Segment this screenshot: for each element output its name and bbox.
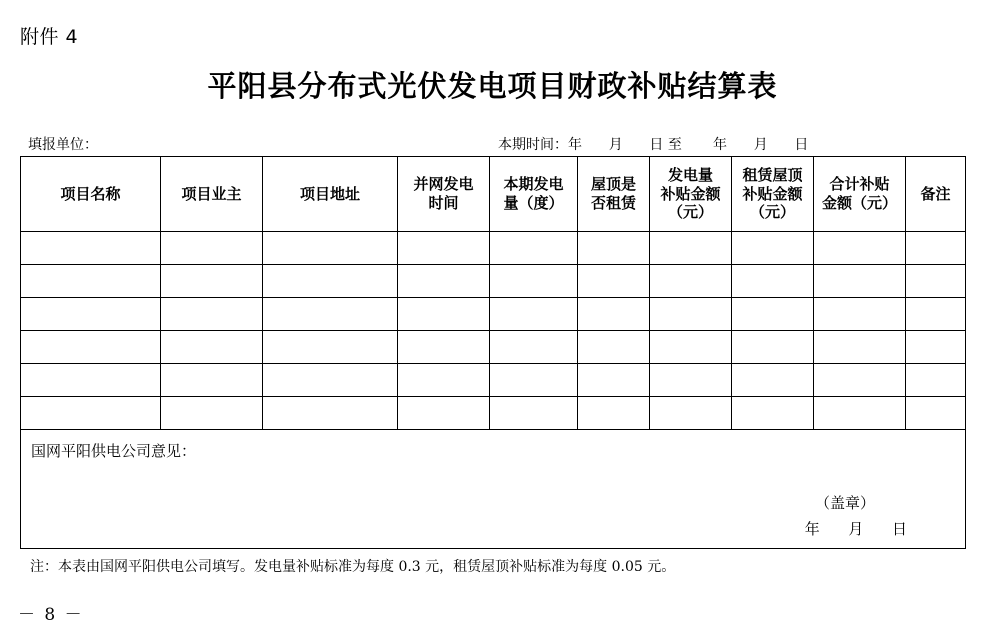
- cell-total-subsidy[interactable]: [814, 232, 906, 265]
- cell-total-subsidy[interactable]: [814, 265, 906, 298]
- column-header-project-address: 项目地址: [263, 157, 398, 232]
- table-row: [21, 331, 966, 364]
- cell-project-owner[interactable]: [161, 397, 263, 430]
- cell-project-name[interactable]: [21, 364, 161, 397]
- cell-remarks[interactable]: [906, 298, 966, 331]
- cell-grid-connection-time[interactable]: [398, 232, 490, 265]
- cell-grid-connection-time[interactable]: [398, 265, 490, 298]
- table-row: [21, 397, 966, 430]
- cell-project-address[interactable]: [263, 232, 398, 265]
- column-header-generation-subsidy: 发电量 补贴金额 （元）: [650, 157, 732, 232]
- cell-total-subsidy[interactable]: [814, 298, 906, 331]
- table-row: [21, 232, 966, 265]
- cell-roof-lease-subsidy[interactable]: [732, 331, 814, 364]
- cell-grid-connection-time[interactable]: [398, 397, 490, 430]
- cell-generation-subsidy[interactable]: [650, 298, 732, 331]
- cell-current-generation[interactable]: [490, 298, 578, 331]
- column-header-remarks: 备注: [906, 157, 966, 232]
- column-header-roof-leased: 屋顶是 否租赁: [578, 157, 650, 232]
- cell-project-address[interactable]: [263, 265, 398, 298]
- cell-roof-leased[interactable]: [578, 331, 650, 364]
- cell-project-address[interactable]: [263, 397, 398, 430]
- cell-project-address[interactable]: [263, 331, 398, 364]
- page-title: 平阳县分布式光伏发电项目财政补贴结算表: [207, 69, 778, 103]
- cell-total-subsidy[interactable]: [814, 397, 906, 430]
- cell-project-name[interactable]: [21, 232, 161, 265]
- cell-remarks[interactable]: [906, 397, 966, 430]
- cell-generation-subsidy[interactable]: [650, 397, 732, 430]
- cell-roof-lease-subsidy[interactable]: [732, 265, 814, 298]
- cell-total-subsidy[interactable]: [814, 364, 906, 397]
- cell-project-owner[interactable]: [161, 232, 263, 265]
- cell-grid-connection-time[interactable]: [398, 298, 490, 331]
- column-header-total-subsidy: 合计补贴 金额（元）: [814, 157, 906, 232]
- cell-project-owner[interactable]: [161, 331, 263, 364]
- cell-current-generation[interactable]: [490, 397, 578, 430]
- cell-project-name[interactable]: [21, 265, 161, 298]
- cell-roof-leased[interactable]: [578, 397, 650, 430]
- cell-project-owner[interactable]: [161, 298, 263, 331]
- subsidy-settlement-table: [20, 156, 966, 549]
- cell-roof-lease-subsidy[interactable]: [732, 298, 814, 331]
- cell-current-generation[interactable]: [490, 364, 578, 397]
- column-header-project-owner: 项目业主: [161, 157, 263, 232]
- cell-remarks[interactable]: [906, 232, 966, 265]
- column-header-roof-lease-subsidy: 租赁屋顶 补贴金额 （元）: [732, 157, 814, 232]
- cell-generation-subsidy[interactable]: [650, 364, 732, 397]
- cell-roof-lease-subsidy[interactable]: [732, 397, 814, 430]
- cell-project-name[interactable]: [21, 397, 161, 430]
- period-label-text: 本期时间：: [498, 137, 568, 153]
- cell-remarks[interactable]: [906, 364, 966, 397]
- cell-project-owner[interactable]: [161, 364, 263, 397]
- attachment-label: 附件 4: [20, 26, 79, 48]
- cell-roof-lease-subsidy[interactable]: [732, 232, 814, 265]
- cell-project-name[interactable]: [21, 298, 161, 331]
- table-header-row: [21, 157, 966, 232]
- column-header-current-generation: 本期发电 量（度）: [490, 157, 578, 232]
- column-header-project-name: 项目名称: [21, 157, 161, 232]
- cell-remarks[interactable]: [906, 265, 966, 298]
- cell-current-generation[interactable]: [490, 232, 578, 265]
- cell-roof-leased[interactable]: [578, 232, 650, 265]
- period-label: [498, 134, 808, 154]
- cell-project-owner[interactable]: [161, 265, 263, 298]
- cell-grid-connection-time[interactable]: [398, 331, 490, 364]
- cell-grid-connection-time[interactable]: [398, 364, 490, 397]
- filler-unit-label: 填报单位：: [28, 137, 98, 153]
- cell-total-subsidy[interactable]: [814, 331, 906, 364]
- cell-project-address[interactable]: [263, 364, 398, 397]
- cell-current-generation[interactable]: [490, 331, 578, 364]
- page-number: － 8 －: [18, 605, 84, 625]
- cell-generation-subsidy[interactable]: [650, 331, 732, 364]
- cell-roof-leased[interactable]: [578, 364, 650, 397]
- table-note: 注：本表由国网平阳供电公司填写。发电量补贴标准为每度 0.3 元，租赁屋顶补贴标准为每度 0.05 元。: [30, 559, 676, 575]
- period-value-text: 年 月 日 至 年 月 日: [568, 137, 809, 153]
- signature-date-label: 年 月 日: [804, 520, 907, 538]
- cell-roof-leased[interactable]: [578, 298, 650, 331]
- table-row: [21, 364, 966, 397]
- column-header-grid-connection-time: 并网发电 时间: [398, 157, 490, 232]
- cell-current-generation[interactable]: [490, 265, 578, 298]
- opinion-label: 国网平阳供电公司意见：: [31, 442, 197, 460]
- table-row: [21, 265, 966, 298]
- cell-generation-subsidy[interactable]: [650, 265, 732, 298]
- cell-roof-lease-subsidy[interactable]: [732, 364, 814, 397]
- table-row: [21, 298, 966, 331]
- cell-project-address[interactable]: [263, 298, 398, 331]
- subsidy-settlement-table-wrap: [20, 156, 965, 549]
- table-footer-row: [21, 430, 966, 549]
- meta-row: [28, 134, 958, 152]
- cell-generation-subsidy[interactable]: [650, 232, 732, 265]
- seal-label: （盖章）: [814, 494, 875, 512]
- cell-roof-leased[interactable]: [578, 265, 650, 298]
- cell-remarks[interactable]: [906, 331, 966, 364]
- cell-project-name[interactable]: [21, 331, 161, 364]
- power-company-opinion-cell[interactable]: [21, 430, 966, 549]
